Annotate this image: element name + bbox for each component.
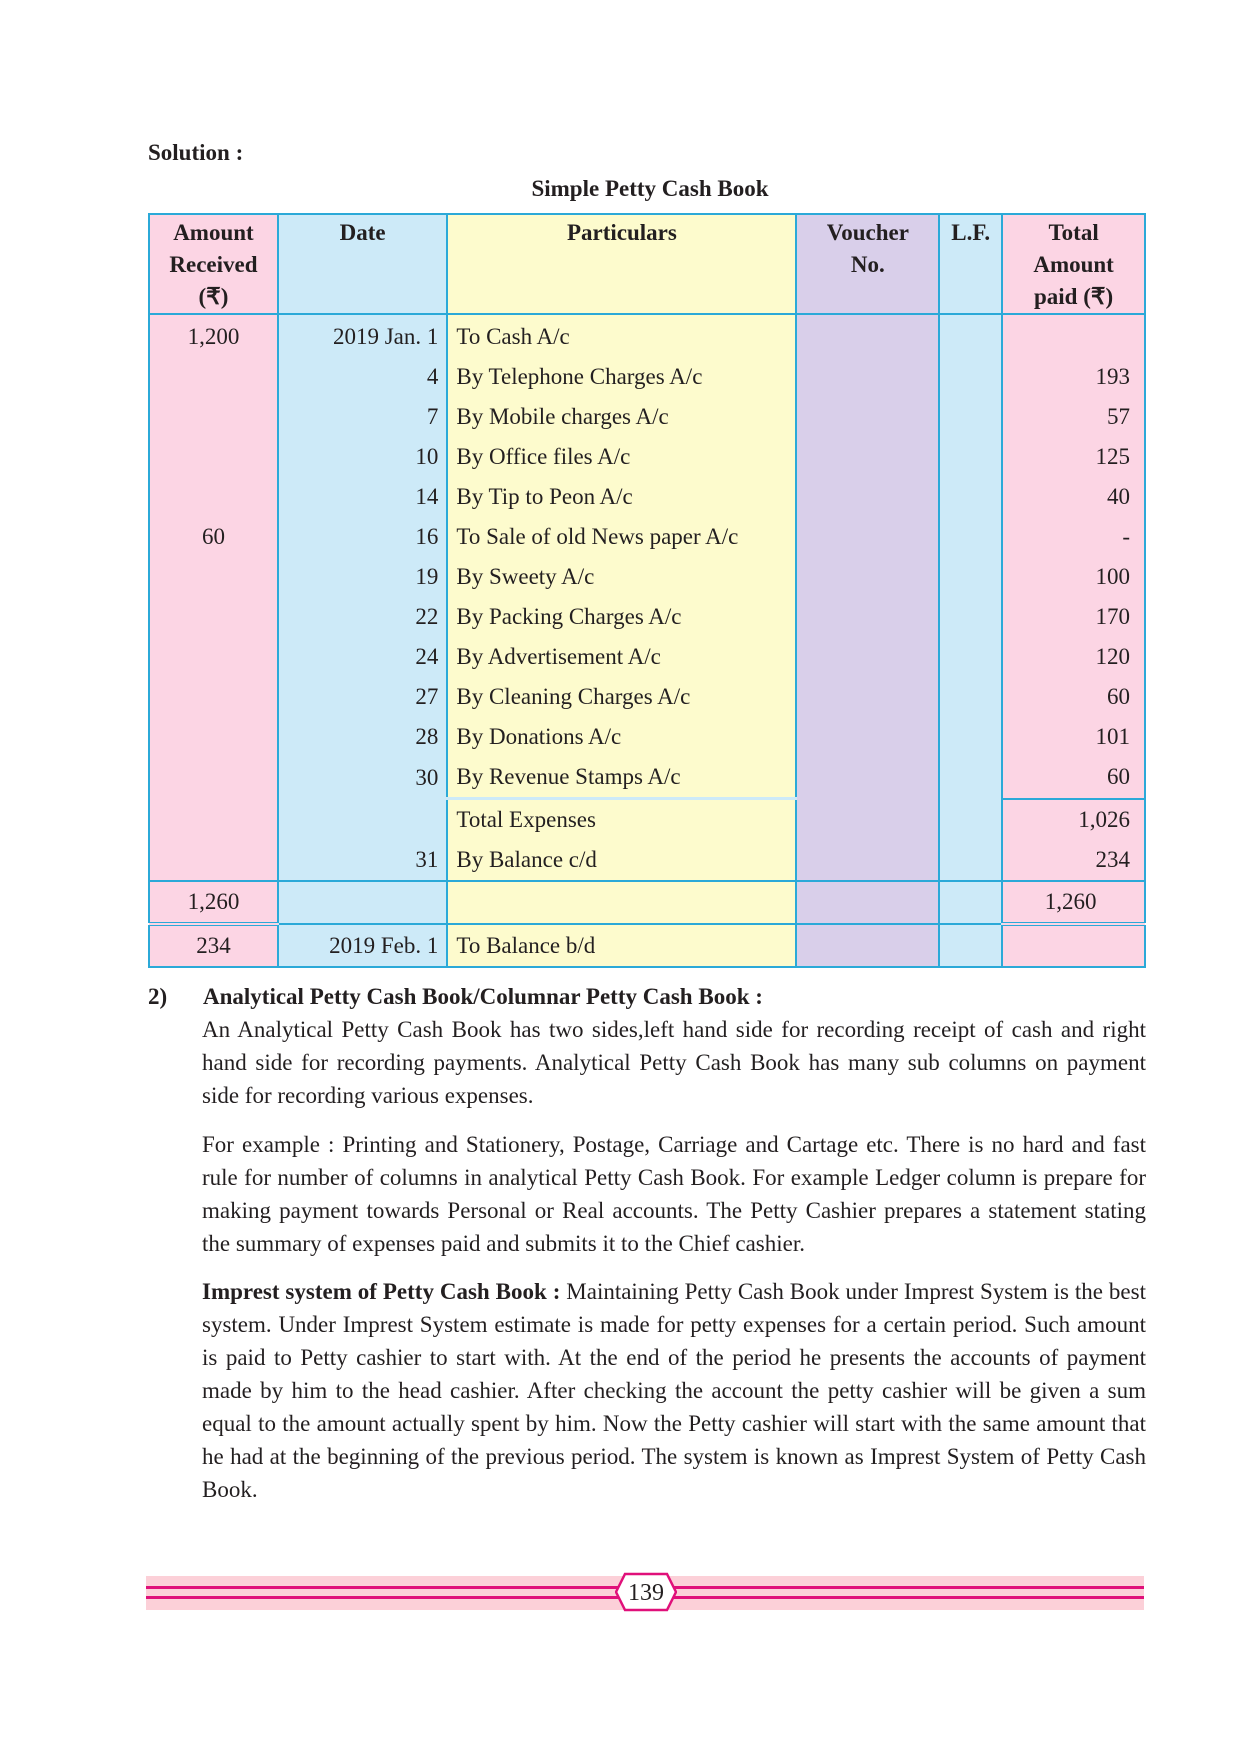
cell-voucher — [796, 637, 939, 677]
cell-date: 24 — [278, 637, 447, 677]
page-number: 139 — [628, 1580, 664, 1606]
cell-lf — [939, 637, 1002, 677]
cell-voucher — [796, 757, 939, 799]
table-row — [149, 597, 1145, 637]
cell-date: 2019 Feb. 1 — [278, 924, 447, 967]
cell-date: 30 — [278, 757, 447, 799]
cell-particulars: Total Expenses — [447, 799, 796, 841]
cell-voucher — [796, 881, 939, 924]
cell-particulars: By Donations A/c — [447, 717, 796, 757]
cell-voucher — [796, 677, 939, 717]
header-voucher-line2: No. — [850, 252, 885, 277]
table-row — [149, 314, 1145, 357]
cell-lf — [939, 924, 1002, 967]
cell-paid: 57 — [1002, 397, 1145, 437]
cell-received: 1,200 — [149, 314, 278, 357]
cell-date — [278, 799, 447, 841]
paragraph-imprest — [202, 1275, 1146, 1506]
cell-date: 27 — [278, 677, 447, 717]
cell-date: 19 — [278, 557, 447, 597]
cell-received — [149, 477, 278, 517]
cell-lf — [939, 757, 1002, 799]
table-row — [149, 757, 1145, 799]
cell-voucher — [796, 437, 939, 477]
cell-paid: 234 — [1002, 840, 1145, 881]
cell-date: 4 — [278, 357, 447, 397]
cell-lf — [939, 397, 1002, 437]
cell-paid: - — [1002, 517, 1145, 557]
cell-date — [278, 881, 447, 924]
cell-lf — [939, 840, 1002, 881]
table-row — [149, 637, 1145, 677]
header-particulars: Particulars — [447, 214, 796, 314]
table-row — [149, 357, 1145, 397]
header-voucher — [796, 214, 939, 314]
cell-paid: 193 — [1002, 357, 1145, 397]
petty-cash-book-table — [148, 213, 1146, 968]
cell-date: 16 — [278, 517, 447, 557]
cell-paid: 120 — [1002, 637, 1145, 677]
cell-particulars: To Cash A/c — [447, 314, 796, 357]
cell-particulars: By Revenue Stamps A/c — [447, 757, 796, 799]
cell-received — [149, 557, 278, 597]
cell-received — [149, 757, 278, 799]
cell-received — [149, 597, 278, 637]
cell-voucher — [796, 397, 939, 437]
cell-received — [149, 397, 278, 437]
cell-paid: 60 — [1002, 677, 1145, 717]
cell-total-paid: 1,260 — [1002, 881, 1145, 924]
header-amount-received — [149, 214, 278, 314]
cell-date: 28 — [278, 717, 447, 757]
cell-total-received: 1,260 — [149, 881, 278, 924]
cell-voucher — [796, 314, 939, 357]
cell-voucher — [796, 924, 939, 967]
table-row — [149, 397, 1145, 437]
table-row — [149, 557, 1145, 597]
cell-received — [149, 437, 278, 477]
cell-date: 14 — [278, 477, 447, 517]
cell-lf — [939, 677, 1002, 717]
cell-received — [149, 637, 278, 677]
cell-paid: 60 — [1002, 757, 1145, 799]
header-total-paid — [1002, 214, 1145, 314]
cell-particulars: By Office files A/c — [447, 437, 796, 477]
cell-paid: 101 — [1002, 717, 1145, 757]
paragraph-example: For example : Printing and Stationery, Postage, Carriage and Cartage etc. There is no hard and fast rule for number of columns in analytical Petty Cash Book. For example Ledger column is prepare for making payment towards Personal or Real accounts. The Petty Cashier prepares a statement stating the summary of expenses paid and submits it to the Chief cashier. — [202, 1132, 1146, 1256]
cell-lf — [939, 477, 1002, 517]
cell-received — [149, 357, 278, 397]
cell-voucher — [796, 597, 939, 637]
cell-paid — [1002, 314, 1145, 357]
header-amount-received-line3: (₹) — [198, 284, 229, 309]
table-row — [149, 717, 1145, 757]
imprest-text: Maintaining Petty Cash Book under Imprest System is the best system. Under Imprest System estimate is made for petty expenses for a certain period. Such amount is paid to Petty cashier to start with. At the end of the period he presents the accounts of payment made by him to the head cashier. After checking the account the petty cashier will be given a sum equal to the amount actually spent by him. Now the Petty cashier will start with the same amount that he had at the beginning of the previous period. The system is known as Imprest System of Petty Cash Book. — [202, 1279, 1146, 1502]
cell-lf — [939, 557, 1002, 597]
header-lf: L.F. — [939, 214, 1002, 314]
table-title: Simple Petty Cash Book — [531, 176, 769, 201]
cell-date: 10 — [278, 437, 447, 477]
section-title: Analytical Petty Cash Book/Columnar Petty Cash Book : — [203, 984, 763, 1009]
cell-particulars — [447, 881, 796, 924]
header-total-paid-line3: paid (₹) — [1033, 284, 1114, 309]
cell-paid — [1002, 924, 1145, 967]
cell-voucher — [796, 557, 939, 597]
imprest-heading: Imprest system of Petty Cash Book : — [202, 1279, 561, 1304]
cell-date: 31 — [278, 840, 447, 881]
table-row — [149, 517, 1145, 557]
cell-date: 22 — [278, 597, 447, 637]
paragraph-analytical: An Analytical Petty Cash Book has two sides,left hand side for recording receipt of cash and right hand side for recording payments. Analytical Petty Cash Book has many sub columns on payment side for recording various expenses. — [202, 1017, 1146, 1108]
cell-particulars: By Telephone Charges A/c — [447, 357, 796, 397]
cell-voucher — [796, 717, 939, 757]
cell-received — [149, 717, 278, 757]
cell-paid: 125 — [1002, 437, 1145, 477]
cell-lf — [939, 799, 1002, 841]
cell-particulars: By Cleaning Charges A/c — [447, 677, 796, 717]
solution-label: Solution : — [148, 140, 244, 165]
cell-voucher — [796, 517, 939, 557]
header-voucher-line1: Voucher — [826, 220, 909, 245]
cell-received: 234 — [149, 924, 278, 967]
cell-lf — [939, 717, 1002, 757]
cell-lf — [939, 314, 1002, 357]
cell-particulars: By Advertisement A/c — [447, 637, 796, 677]
cell-date: 2019 Jan. 1 — [278, 314, 447, 357]
cell-voucher — [796, 357, 939, 397]
cell-received: 60 — [149, 517, 278, 557]
totals-row — [149, 881, 1145, 924]
header-amount-received-line1: Amount — [173, 220, 254, 245]
cell-lf — [939, 517, 1002, 557]
table-row — [149, 437, 1145, 477]
header-amount-received-line2: Received — [169, 252, 258, 277]
cell-particulars: To Balance b/d — [447, 924, 796, 967]
cell-received — [149, 840, 278, 881]
cell-particulars: By Mobile charges A/c — [447, 397, 796, 437]
cell-particulars: To Sale of old News paper A/c — [447, 517, 796, 557]
cell-voucher — [796, 477, 939, 517]
total-expenses-row — [149, 799, 1145, 841]
cell-lf — [939, 881, 1002, 924]
header-total-paid-line1: Total — [1048, 220, 1099, 245]
header-total-paid-line2: Amount — [1033, 252, 1114, 277]
cell-lf — [939, 357, 1002, 397]
table-row — [149, 477, 1145, 517]
balance-bd-row — [149, 924, 1145, 967]
cell-received — [149, 677, 278, 717]
cell-paid: 170 — [1002, 597, 1145, 637]
cell-particulars: By Balance c/d — [447, 840, 796, 881]
table-row — [149, 677, 1145, 717]
cell-voucher — [796, 799, 939, 841]
section-2-heading — [148, 980, 1146, 1013]
cell-paid: 40 — [1002, 477, 1145, 517]
section-number: 2) — [148, 984, 168, 1009]
cell-date: 7 — [278, 397, 447, 437]
cell-voucher — [796, 840, 939, 881]
cell-particulars: By Packing Charges A/c — [447, 597, 796, 637]
cell-lf — [939, 437, 1002, 477]
cell-particulars: By Sweety A/c — [447, 557, 796, 597]
header-date: Date — [278, 214, 447, 314]
cell-paid: 100 — [1002, 557, 1145, 597]
cell-received — [149, 799, 278, 841]
cell-lf — [939, 597, 1002, 637]
balance-cd-row — [149, 840, 1145, 881]
cell-paid: 1,026 — [1002, 799, 1145, 841]
cell-particulars: By Tip to Peon A/c — [447, 477, 796, 517]
header-row — [149, 214, 1145, 314]
